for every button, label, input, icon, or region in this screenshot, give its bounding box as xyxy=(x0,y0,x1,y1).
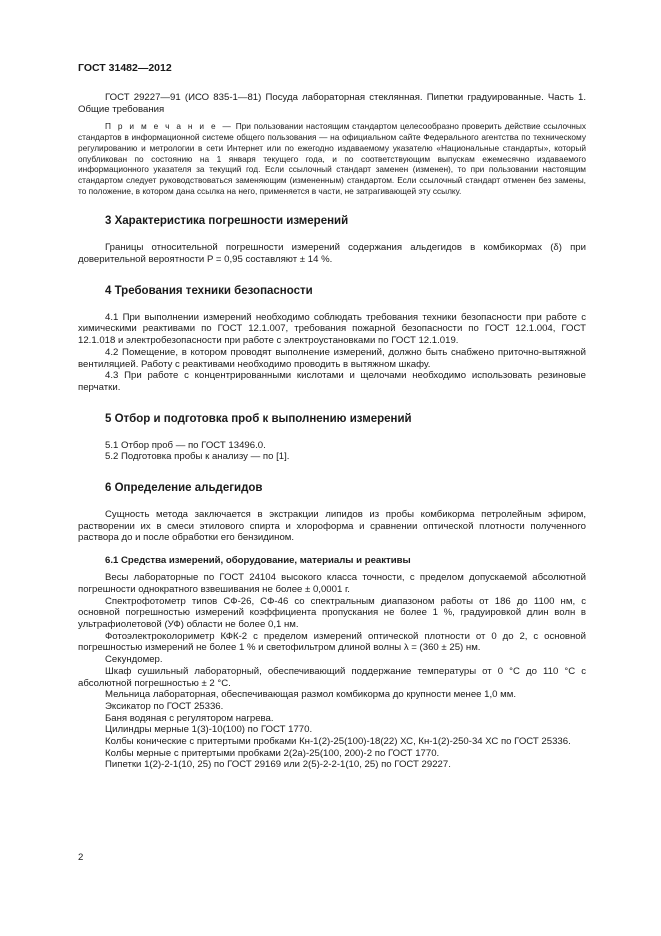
section-4-1: 4.1 При выполнении измерений необходимо соблюдать требования техники безопасности при работе с химическими реактивами по ГОСТ 12.1.007, требования пожарной безопасности по ГОСТ 12.1.004, ГОСТ 12.1.018 и электробезопасности при работе с электроустановками по ГОСТ 12.1.019. xyxy=(78,311,586,347)
section-4-3: 4.3 При работе с концентрированными кислотами и щелочами необходимо использовать резиновые перчатки. xyxy=(78,370,586,393)
section-5-title: 5 Отбор и подготовка проб к выполнению измерений xyxy=(105,412,412,425)
equipment-item: Фотоэлектроколориметр КФК-2 с пределом измерений оптической плотности от 0 до 2, с основной погрешностью измерений не более 1 % и светофильтром длиной волны λ = (360 ± 25) нм. xyxy=(78,630,586,654)
note-text: При пользовании настоящим стандартом целесообразно проверить действие ссылочных стандартов в информационной системе общего пользования — на официальном сайте Федерального агентства по техническому регулированию и метрологии в сети Интернет или по ежегодно издаваемому указателю «Национальные стандарты», который опубликован по состоянию на 1 января текущего года, и по соответствующим выпускам ежемесячно издаваемого информационного указателя за текущий год. Если ссылочный стандарт заменен (изменен), то при пользовании настоящим стандартом следует руководствоваться заменяющим (измененным) стандартом. Если ссылочный стандарт отменен без замены, то положение, в котором дана ссылка на него, применяется в части, не затрагивающей эту ссылку. xyxy=(78,121,586,196)
section-3-text: Границы относительной погрешности измерений содержания альдегидов в комбикормах (δ) при доверительной вероятности P = 0,95 составляют ± 14 %. xyxy=(78,242,586,266)
equipment-item: Мельница лабораторная, обеспечивающая размол комбикорма до крупности менее 1,0 мм. xyxy=(105,689,517,701)
equipment-item: Колбы конические с притертыми пробками Кн-1(2)-25(100)-18(22) ХС, Кн-1(2)-250-34 ХС по ГОСТ 25336. xyxy=(105,736,571,748)
section-4-2: 4.2 Помещение, в котором проводят выполнение измерений, должно быть снабжено приточно-вытяжной вентиляцией. Работу с реактивами необходимо проводить в вытяжном шкафу. xyxy=(78,346,586,370)
document-header: ГОСТ 31482—2012 xyxy=(78,62,172,74)
equipment-item: Цилиндры мерные 1(3)-10(100) по ГОСТ 1770. xyxy=(105,724,313,736)
section-4-title: 4 Требования техники безопасности xyxy=(105,284,313,297)
page-number: 2 xyxy=(78,852,84,863)
section-5-1: 5.1 Отбор проб — по ГОСТ 13496.0. xyxy=(105,439,266,451)
equipment-item: Весы лабораторные по ГОСТ 24104 высокого класса точности, с пределом допускаемой абсолютной погрешности однократного взвешивания не более ± 0,0001 г. xyxy=(78,572,586,595)
equipment-item: Секундомер. xyxy=(105,654,163,666)
equipment-item: Пипетки 1(2)-2-1(10, 25) по ГОСТ 29169 или 2(5)-2-2-1(10, 25) по ГОСТ 29227. xyxy=(105,759,451,771)
section-5-2: 5.2 Подготовка пробы к анализу — по [1]. xyxy=(105,451,290,463)
section-6-intro: Сущность метода заключается в экстракции липидов из пробы комбикорма петролейным эфиром, растворении их в смеси этилового спирта и хлороформа и сравнении оптической плотности полученного раствора до и после обработки его бензидином. xyxy=(78,509,586,544)
section-3-title: 3 Характеристика погрешности измерений xyxy=(105,215,349,228)
reference-gost-29227: ГОСТ 29227—91 (ИСО 835-1—81) Посуда лабораторная стеклянная. Пипетки градуированные. Часть 1. Общие требования xyxy=(78,92,586,115)
note-label: П р и м е ч а н и е — xyxy=(105,121,233,132)
equipment-item: Шкаф сушильный лабораторный, обеспечивающий поддержание температуры от 0 °С до 110 °С с абсолютной погрешностью ± 2 °С. xyxy=(78,665,586,689)
section-6-title: 6 Определение альдегидов xyxy=(105,482,263,495)
note-paragraph xyxy=(78,121,586,196)
section-6-1-title: 6.1 Средства измерений, оборудование, материалы и реактивы xyxy=(105,555,411,567)
equipment-item: Спектрофотометр типов СФ-26, СФ-46 со спектральным диапазоном работы от 186 до 1100 нм, с основной погрешностью измерений коэффициента пропускания не более 1 %, градуировкой длин волн в ультрафиолетовой (УФ) области не более 0,1 нм. xyxy=(78,595,586,630)
equipment-item: Баня водяная с регулятором нагрева. xyxy=(105,712,274,724)
equipment-item: Колбы мерные с притертыми пробками 2(2а)-25(100, 200)-2 по ГОСТ 1770. xyxy=(105,747,440,759)
document-page xyxy=(78,62,586,771)
equipment-item: Эксикатор по ГОСТ 25336. xyxy=(105,700,224,712)
